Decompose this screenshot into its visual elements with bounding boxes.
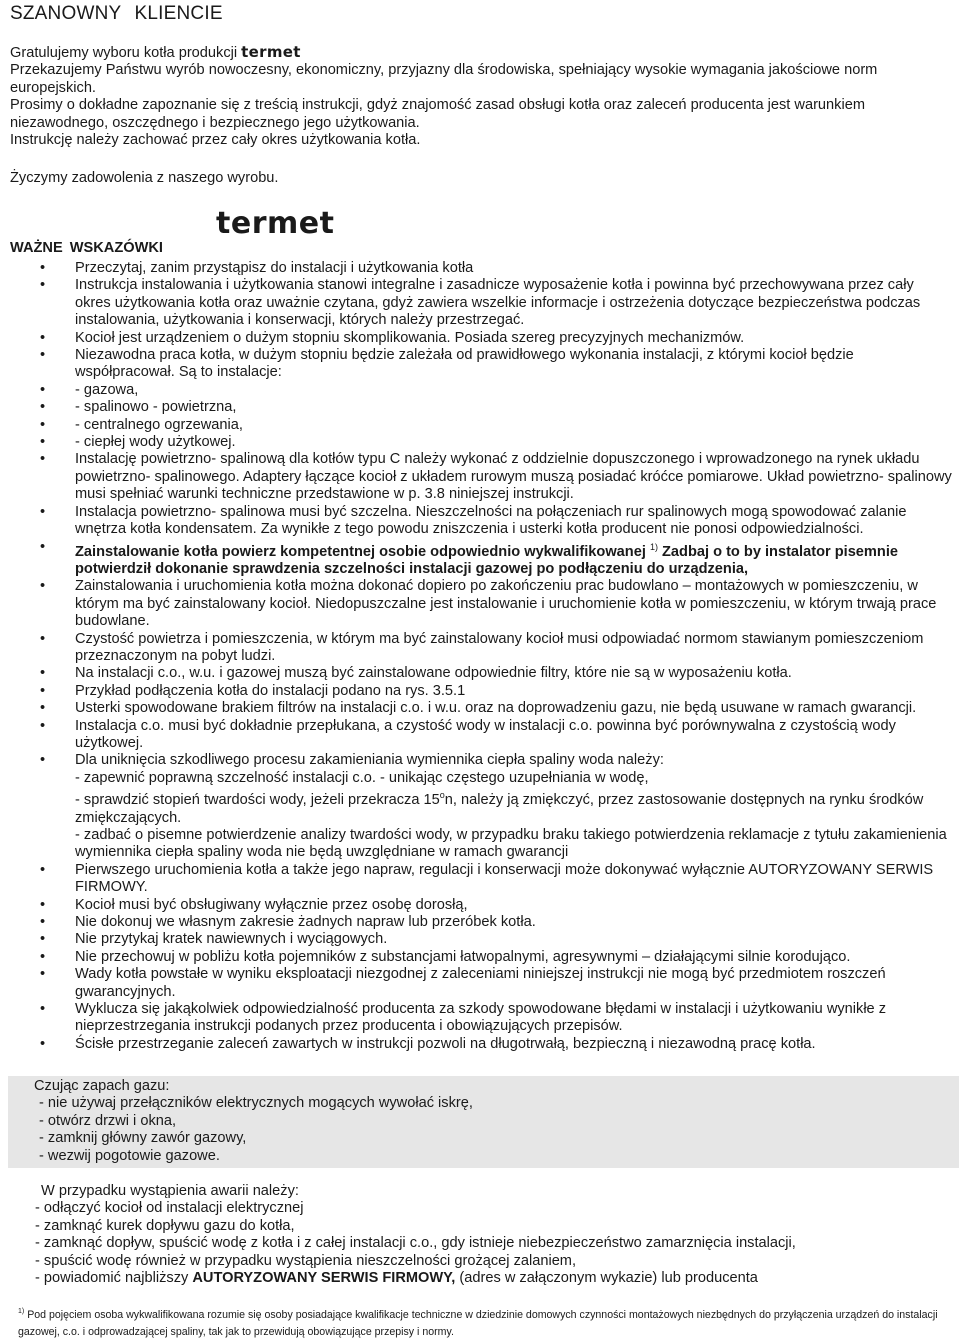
gas-warning-content	[34, 1078, 473, 1165]
list-item: • Wyklucza się jakąkolwiek odpowiedzialność producenta za szkody spowodowane błędami w instalacji i użytkowaniu wynikłe z nieprzestrzegania instrukcji podanych przez producenta i obowiązujących przepisów.	[40, 1001, 887, 1035]
failure-item: - zamknąć dopływ, spuścić wodę z kotła i z całej instalacji c.o., gdy istnieje niebezpieczeństwo zamarznięcia instalacji,	[35, 1235, 796, 1252]
degree-sup: o	[439, 790, 445, 801]
bullet-icon: •	[40, 861, 46, 878]
bullet-icon: •	[40, 434, 46, 451]
failure-item: - zamknąć kurek dopływu gazu do kotła,	[35, 1217, 295, 1234]
intro-line-1: Gratulujemy wyboru kotła produkcji termet	[10, 43, 301, 61]
termet-logo: termet	[216, 206, 335, 241]
gas-warning-item: - zamknij główny zawór gazowy,	[39, 1130, 247, 1147]
list-item: • Usterki spowodowane brakiem filtrów na instalacji c.o. i w.u. oraz na doprowadzeniu gazu, nie będą usuwane w ramach gwarancji.	[40, 700, 917, 717]
bullet-icon: •	[40, 503, 46, 520]
list-item: • Wady kotła powstałe w wyniku eksploatacji niezgodnej z zaleceniami niniejszej instrukcji nie mogą być przedmiotem roszczeń gwarancyjnych.	[40, 966, 886, 1000]
bullet-icon: •	[40, 1001, 46, 1018]
list-item: • - centralnego ogrzewania,	[40, 416, 243, 433]
footnote-ref: 1)	[649, 541, 658, 552]
bullet-icon: •	[40, 682, 46, 699]
list-item: • Zainstalowanie kotła powierz kompetentnej osobie odpowiednio wykwalifikowanej $^{1)}$ Zadbaj o to by instalator pisemnie potwierdził dokonanie sprawdzenia szczelności instalacji gazowej po podłączeniu do urządzenia,	[40, 538, 898, 577]
failure-item: - powiadomić najbliższy AUTORYZOWANY SERWIS FIRMOWY, (adres w załączonym wykazie) lub producenta	[35, 1270, 758, 1287]
bullet-icon: •	[40, 931, 46, 948]
footnote-marker: 1)	[18, 1308, 25, 1315]
list-item: • Przeczytaj, zanim przystąpisz do instalacji i użytkowania kotła	[40, 260, 474, 276]
failure-procedure	[35, 1183, 796, 1287]
bullet-icon: •	[40, 538, 46, 555]
list-item: • Nie przechowuj w pobliżu kotła pojemników z substancjami łatwopalnymi, agresywnymi – działającymi silnie korodująco.	[40, 948, 851, 965]
list-item: • Czystość powietrza i pomieszczenia, w którym ma być zainstalowany kocioł musi odpowiadać normom stawianym pomieszczeniom przeznaczonym na pobyt ludzi.	[40, 630, 924, 664]
list-item: • - ciepłej wody użytkowej.	[40, 434, 236, 451]
failure-title: W przypadku wystąpienia awarii należy:	[41, 1183, 299, 1199]
failure-item: - odłączyć kocioł od instalacji elektrycznej	[35, 1200, 304, 1217]
list-item: • Instalacja c.o. musi być dokładnie przepłukana, a czystość wody w instalacji c.o. powinna być porównywalna z czystością wody użytkowej.	[40, 717, 896, 751]
list-item: • Pierwszego uruchomienia kotła a także jego napraw, regulacji i konserwacji może dokonywać wyłącznie AUTORYZOWANY SERWIS FIRMOWY.	[40, 861, 934, 896]
bullet-icon: •	[40, 896, 46, 913]
bullet-icon: •	[40, 578, 46, 595]
list-item: • Instalacja powietrzno- spalinowa musi być szczelna. Nieszczelności na połączeniach rur spalinowych mogą spowodować zalanie wnętrza kotła kondensatem. Za wynikłe z tego powodu zniszczenia i usterki kotła producent nie ponosi odpowiedzialności.	[40, 503, 907, 538]
list-item: • Ścisłe przestrzeganie zaleceń zawartych w instrukcji pozwoli na długotrwałą, bezpieczną i niezawodną pracę kotła.	[40, 1035, 816, 1052]
list-item: • - spalinowo - powietrzna,	[40, 399, 237, 416]
bullet-icon: •	[40, 381, 46, 398]
bullet-icon: •	[40, 277, 46, 294]
bullet-icon: •	[40, 966, 46, 983]
list-item: • Przykład podłączenia kotła do instalacji podano na rys. 3.5.1	[40, 682, 466, 699]
intro-line-3: Prosimy o dokładne zapoznanie się z treścią instrukcji, gdyż znajomość zasad obsługi kotła oraz zaleceń producenta jest warunkiem niezawodnego, oszczędnego i bezpiecznego jego użytkowania.	[10, 97, 865, 131]
wish-text: Życzymy zadowolenia z naszego wyrobu.	[10, 170, 279, 186]
intro-line-4: Instrukcję należy zachować przez cały okres użytkowania kotła.	[10, 132, 421, 149]
bullet-icon: •	[40, 399, 46, 416]
gas-warning-item: - nie używaj przełączników elektrycznych mogących wywołać iskrę,	[39, 1095, 473, 1112]
list-item: • Nie dokonuj we własnym zakresie żadnych napraw lub przeróbek kotła.	[40, 914, 536, 931]
termet-inline-logo: termet	[241, 43, 301, 61]
gas-warning-title: Czując zapach gazu:	[34, 1078, 170, 1094]
list-item: • Kocioł musi być obsługiwany wyłącznie przez osobę dorosłą,	[40, 896, 468, 913]
list-item: • - gazowa,	[40, 381, 139, 398]
bullet-icon: •	[40, 914, 46, 931]
page-title: SZANOWNY KLIENCIE	[10, 3, 223, 24]
bullet-icon: •	[40, 1035, 46, 1052]
bullet-icon: •	[40, 260, 46, 276]
list-item: • Niezawodna praca kotła, w dużym stopniu będzie zależała od prawidłowego wykonania instalacji, z którymi kocioł będzie współpracował. Są to instalacje:	[40, 347, 854, 381]
bullet-icon: •	[40, 717, 46, 734]
bullet-icon: •	[40, 347, 46, 364]
list-item: • Zainstalowania i uruchomienia kotła można dokonać dopiero po zakończeniu prac budowlano – montażowych w pomieszczeniu, w którym ma być zainstalowany kocioł. Niedopuszczalne jest instalowanie i uruchomienie kotła w pomieszczeniu, w którym trwają prace budowlane.	[40, 578, 937, 630]
list-item: • Instalację powietrzno- spalinową dla kotłów typu C należy wykonać z oddzielnie dopuszczonego i wprowadzonego na rynek układu powietrzno- spalinowego. Adaptery łączące kocioł z układem rurowym muszą posiadać króćce pomiarowe. Układ powietrzno- spalinowy musi spełniać warunki techniczne przedstawione w p. 3.8 niniejszej instrukcji.	[40, 451, 952, 503]
bullet-icon: •	[40, 630, 46, 647]
intro-section	[10, 44, 950, 149]
bullet-icon: •	[40, 665, 46, 682]
section-heading: WAŻNE WSKAZÓWKI	[10, 240, 163, 256]
bullet-icon: •	[40, 451, 46, 468]
gas-warning-box	[8, 1076, 959, 1168]
gas-warning-item: - wezwij pogotowie gazowe.	[39, 1147, 220, 1164]
intro-line-2: Przekazujemy Państwu wyrób nowoczesny, ekonomiczny, przyjazny dla środowiska, spełniający wysokie wymagania jakościowe norm europejskich.	[10, 62, 878, 96]
list-item: • Instrukcja instalowania i użytkowania stanowi integralne i zasadnicze wyposażenie kotła i powinna być przechowywana przez cały okres użytkowania kotła oraz uważnie czytana, gdyż zawiera wszelkie informacje i ostrzeżenia dotyczące bezpieczeństwa podczas instalowania, użytkowania i konserwacji, których należy przestrzegać.	[40, 277, 921, 329]
bullet-icon: •	[40, 329, 46, 346]
failure-item: - spuścić wodę również w przypadku wystąpienia nieszczelności grożącej zalaniem,	[35, 1252, 577, 1269]
list-item: • Kocioł jest urządzeniem o dużym stopniu skomplikowania. Posiada szereg precyzyjnych mechanizmów.	[40, 329, 745, 346]
list-item: • Dla uniknięcia szkodliwego procesu zakamieniania wymiennika ciepła spaliny woda należy: - zapewnić poprawną szczelność instalacji c.o. - unikając częstego uzupełniania w wodę, - sprawdzić stopień twardości wody, jeżeli przekracza 15$^o$n, należy ją zmiękczyć, przez zastosowanie dostępnych na rynku środków zmiękczających. - zadbać o pisemne potwierdzenie analizy twardości wody, w przypadku braku takiego potwierdzenia reklamacje z tytułu zakamienienia wymiennika ciepła spaliny woda nie będą uwzględniane w ramach gwarancji	[40, 752, 947, 861]
instructions-list	[0, 260, 960, 1053]
bullet-icon: •	[40, 752, 46, 769]
list-item: • Na instalacji c.o., w.u. i gazowej muszą być zainstalowane odpowiednie filtry, które nie są w wyposażeniu kotła.	[40, 665, 792, 682]
footnote: $^{1)}$ Pod pojęciem osoba wykwalifikowana rozumie się osoby posiadające kwalifikacje techniczne w dziedzinie domowych czynności montażowych niezbędnych do przyłączenia urządzeń do instalacji gazowej, c.o. i odprowadzającej spaliny, tak jak to przewidują obowiązujące przepisy i normy.	[18, 1308, 938, 1338]
bullet-icon: •	[40, 416, 46, 433]
list-item: • Nie przytykaj kratek nawiewnych i wyciągowych.	[40, 931, 388, 948]
bullet-icon: •	[40, 948, 46, 965]
gas-warning-item: - otwórz drzwi i okna,	[39, 1112, 177, 1129]
bullet-icon: •	[40, 700, 46, 717]
